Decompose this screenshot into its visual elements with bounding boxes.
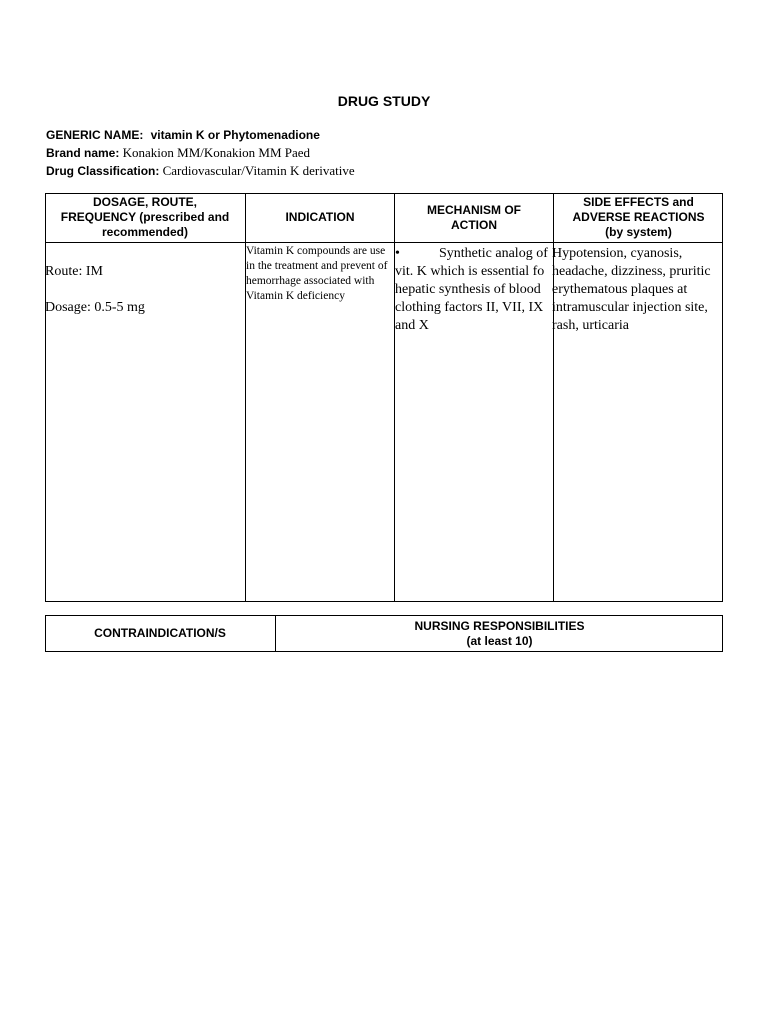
drug-study-table xyxy=(45,193,723,602)
header-contraindications: CONTRAINDICATION/S xyxy=(94,626,226,640)
mechanism-text: Synthetic analog of vit. K which is essential fo hepatic synthesis of blood clothing factors II, VII, IX and X xyxy=(395,246,548,333)
page-title: DRUG STUDY xyxy=(337,93,431,109)
header-indication: INDICATION xyxy=(285,210,355,224)
nursing-table xyxy=(45,615,723,652)
brand-name-label: Brand name: xyxy=(46,146,120,160)
side-effects-cell: Hypotension, cyanosis, headache, dizziness, pruritic erythematous plaques at intramuscular injection site, rash, urticaria xyxy=(552,246,711,333)
mechanism-cell xyxy=(395,243,550,335)
drug-classification-label: Drug Classification: xyxy=(46,164,160,178)
header-nursing-responsibilities: NURSING RESPONSIBILITIES (at least 10) xyxy=(414,618,585,648)
route-text: Route: IM xyxy=(45,264,103,279)
header-dosage: DOSAGE, ROUTE, FREQUENCY (prescribed and recommended) xyxy=(60,195,230,239)
generic-name-value: vitamin K or Phytomenadione xyxy=(150,128,320,142)
generic-name-row xyxy=(46,127,320,142)
brand-name-row xyxy=(46,145,310,161)
header-mechanism: MECHANISM OF ACTION xyxy=(427,202,521,232)
brand-name-value: Konakion MM/Konakion MM Paed xyxy=(122,145,311,160)
dosage-cell xyxy=(45,243,245,317)
bullet-marker: • xyxy=(395,246,400,261)
generic-name-label: GENERIC NAME: xyxy=(46,128,144,142)
dosage-text: Dosage: 0.5-5 mg xyxy=(45,300,145,315)
drug-classification-value: Cardiovascular/Vitamin K derivative xyxy=(162,163,355,178)
indication-cell: Vitamin K compounds are use in the treatment and prevent of hemorrhage associated with Vitamin K deficiency xyxy=(246,245,388,302)
header-side-effects: SIDE EFFECTS and ADVERSE REACTIONS (by system) xyxy=(572,195,705,239)
drug-classification-row xyxy=(46,163,355,179)
